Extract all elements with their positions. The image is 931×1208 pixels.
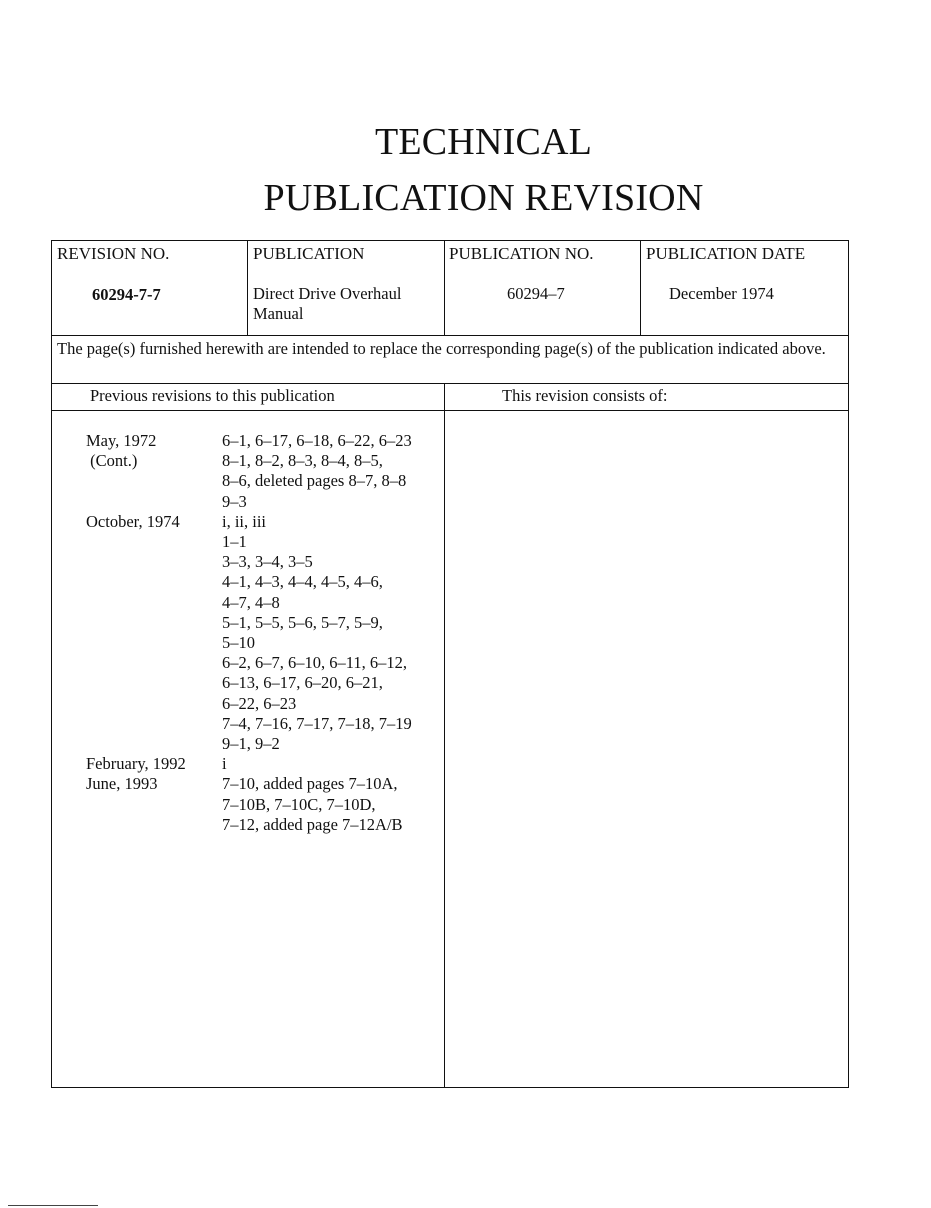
revision-no-label: REVISION NO. bbox=[57, 244, 170, 263]
divider bbox=[52, 383, 848, 384]
revision-pages: 8–6, deleted pages 8–7, 8–8 bbox=[222, 471, 407, 491]
revision-pages: 4–7, 4–8 bbox=[222, 592, 280, 612]
revision-pages: 8–1, 8–2, 8–3, 8–4, 8–5, bbox=[222, 451, 383, 471]
revision-pages: i bbox=[222, 754, 227, 774]
divider bbox=[640, 241, 641, 336]
revision-pages: 7–10, added pages 7–10A, bbox=[222, 774, 398, 794]
publication-no-label: PUBLICATION NO. bbox=[449, 244, 594, 263]
revision-date: May, 1972 bbox=[86, 431, 157, 450]
revision-pages: 3–3, 3–4, 3–5 bbox=[222, 552, 313, 572]
revision-pages: i, ii, iii bbox=[222, 511, 267, 531]
divider bbox=[52, 335, 848, 336]
revision-pages: 4–1, 4–3, 4–4, 4–5, 4–6, bbox=[222, 572, 383, 592]
revision-no-value: 60294-7-7 bbox=[92, 285, 161, 304]
divider bbox=[52, 410, 848, 411]
current-revision-heading: This revision consists of: bbox=[502, 386, 668, 405]
revision-date: October, 1974 bbox=[86, 511, 180, 531]
document-title-line2: PUBLICATION REVISION bbox=[263, 177, 704, 219]
scan-artifact bbox=[8, 1205, 98, 1206]
publication-no-value: 60294–7 bbox=[507, 284, 565, 303]
previous-revisions-heading: Previous revisions to this publication bbox=[90, 386, 335, 405]
publication-date-label: PUBLICATION DATE bbox=[646, 244, 806, 263]
divider bbox=[247, 241, 248, 336]
revision-pages: 6–22, 6–23 bbox=[222, 693, 297, 713]
publication-value: Direct Drive Overhaul Manual bbox=[253, 284, 402, 323]
replacement-notice: The page(s) furnished herewith are intended to replace the corresponding page(s) of the publication indicated above. bbox=[57, 339, 826, 358]
revision-pages: 1–1 bbox=[222, 532, 247, 551]
revision-pages: 5–1, 5–5, 5–6, 5–7, 5–9, bbox=[222, 612, 383, 632]
revision-pages: 5–10 bbox=[222, 633, 255, 652]
revision-pages: 7–12, added page 7–12A/B bbox=[222, 814, 403, 834]
revision-pages: 7–10B, 7–10C, 7–10D, bbox=[222, 794, 376, 814]
document-title-line1: TECHNICAL bbox=[374, 121, 593, 163]
divider bbox=[444, 241, 445, 336]
revision-pages: 9–1, 9–2 bbox=[222, 734, 280, 753]
divider bbox=[444, 383, 445, 1087]
revision-date: (Cont.) bbox=[86, 451, 138, 471]
revision-pages: 9–3 bbox=[222, 491, 247, 511]
revision-date: February, 1992 bbox=[86, 754, 186, 774]
revision-pages: 6–2, 6–7, 6–10, 6–11, 6–12, bbox=[222, 653, 408, 673]
revision-date: June, 1993 bbox=[86, 774, 158, 794]
publication-label: PUBLICATION bbox=[253, 244, 365, 263]
revision-pages: 7–4, 7–16, 7–17, 7–18, 7–19 bbox=[222, 713, 412, 733]
publication-date-value: December 1974 bbox=[669, 284, 774, 303]
revision-pages: 6–1, 6–17, 6–18, 6–22, 6–23 bbox=[222, 431, 412, 450]
revision-pages: 6–13, 6–17, 6–20, 6–21, bbox=[222, 673, 383, 693]
revision-form bbox=[51, 240, 849, 1088]
